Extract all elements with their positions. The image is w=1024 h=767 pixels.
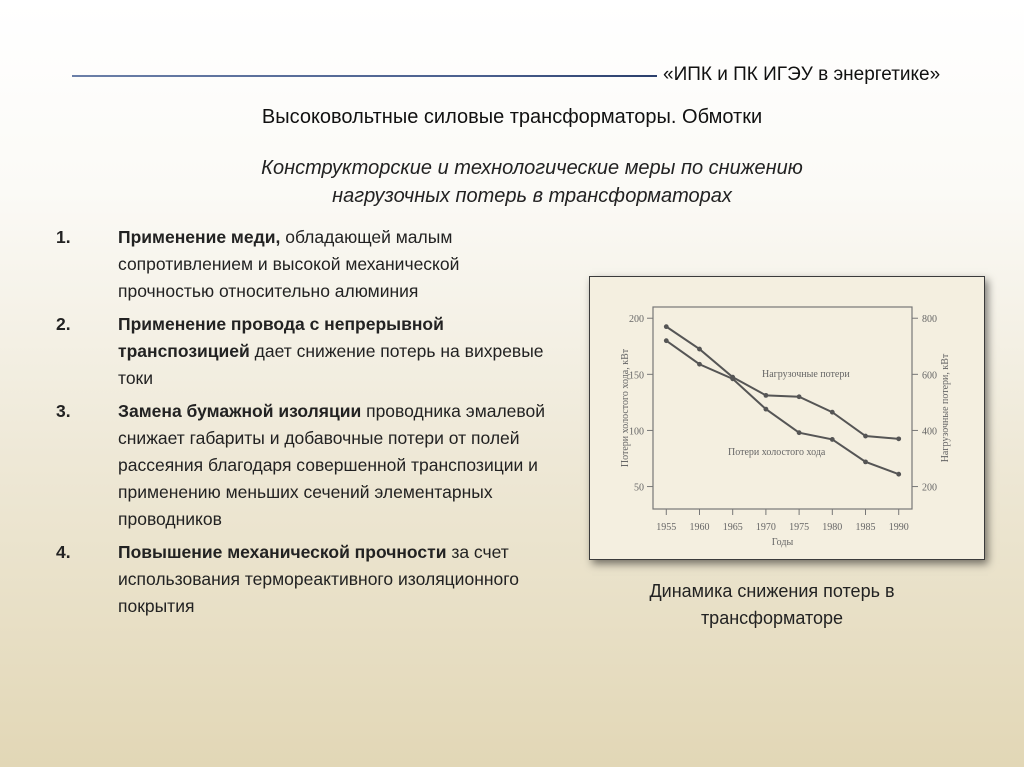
list-item [56, 224, 546, 305]
loss-dynamics-figure [589, 276, 985, 560]
y-right-axis-title: Нагрузочные потери, кВт [940, 353, 951, 463]
x-tick-label: 1965 [722, 522, 743, 533]
list-item-text: дает снижение потерь на вихревые токи [118, 341, 544, 388]
x-tick-label: 1960 [689, 522, 710, 533]
organization-label: «ИПК и ПК ИГЭУ в энергетике» [663, 64, 941, 85]
caption-line-2: трансформаторе [700, 608, 844, 628]
data-point-series-2 [664, 338, 669, 343]
data-point-series-1 [797, 394, 802, 399]
data-point-series-1 [664, 324, 669, 329]
y-left-tick-label: 100 [629, 426, 644, 438]
list-item-bold: Применение меди, [118, 227, 281, 247]
list-item [56, 398, 546, 533]
y-left-tick-label: 50 [634, 482, 644, 494]
x-tick-label: 1970 [755, 522, 776, 533]
x-tick-label: 1975 [789, 522, 810, 533]
x-tick-label: 1990 [888, 522, 909, 533]
data-point-series-2 [896, 472, 901, 477]
caption-line-1: Динамика снижения потерь в [649, 581, 895, 601]
data-point-series-1 [830, 410, 835, 415]
loss-dynamics-chart [590, 277, 984, 559]
y-left-axis-title: Потери холостого хода, кВт [620, 348, 631, 468]
list-item-bold: Замена бумажной изоляции [118, 401, 362, 421]
data-point-series-2 [730, 376, 735, 381]
list-item-text: за счет использования термореактивного изоляционного покрытия [118, 542, 519, 616]
data-point-series-1 [896, 436, 901, 441]
subtitle-line-1: Конструкторские и технологические меры по снижению [261, 157, 803, 179]
x-axis-title: Годы [771, 537, 794, 548]
subtitle-line-2: нагрузочных потерь в трансформаторах [332, 185, 732, 207]
y-right-tick-label: 400 [922, 426, 937, 438]
plot-frame [653, 307, 912, 509]
data-point-series-1 [697, 347, 702, 352]
figure-caption [600, 578, 944, 632]
data-point-series-2 [830, 437, 835, 442]
y-left-tick-label: 200 [629, 314, 644, 326]
data-point-series-2 [863, 459, 868, 464]
data-point-series-2 [797, 430, 802, 435]
slide-title: Высоковольтные силовые трансформаторы. Обмотки [261, 106, 763, 128]
x-tick-label: 1980 [822, 522, 843, 533]
y-left-tick-label: 150 [629, 370, 644, 382]
list-item-number: 3. [56, 401, 71, 421]
data-point-series-2 [763, 407, 768, 412]
data-point-series-2 [697, 362, 702, 367]
annotation-no-load-losses: Потери холостого хода [728, 447, 826, 458]
annotation-load-losses: Нагрузочные потери [762, 369, 850, 380]
list-item-bold: Применение провода с непрерывной транспозицией [118, 314, 444, 361]
x-tick-label: 1955 [656, 522, 677, 533]
slide-subtitle [0, 154, 1024, 210]
list-item-number: 1. [56, 227, 71, 247]
data-point-series-1 [763, 393, 768, 398]
list-item-number: 4. [56, 542, 71, 562]
list-item [56, 311, 546, 392]
y-right-tick-label: 200 [922, 482, 937, 494]
data-point-series-1 [863, 434, 868, 439]
list-item [56, 539, 546, 620]
header-divider-line [72, 75, 657, 77]
list-item-text: обладающей малым сопротивлением и высокой механической прочностью относительно алюминия [118, 227, 460, 301]
measures-list [56, 224, 546, 626]
list-item-bold: Повышение механической прочности [118, 542, 447, 562]
y-right-tick-label: 600 [922, 370, 937, 382]
y-right-tick-label: 800 [922, 314, 937, 326]
list-item-number: 2. [56, 314, 71, 334]
list-item-text: проводника эмалевой снижает габариты и добавочные потери от полей рассеяния благодаря совершенной транспозиции и применению меньших сечений элементарных проводников [118, 401, 546, 529]
x-tick-label: 1985 [855, 522, 876, 533]
